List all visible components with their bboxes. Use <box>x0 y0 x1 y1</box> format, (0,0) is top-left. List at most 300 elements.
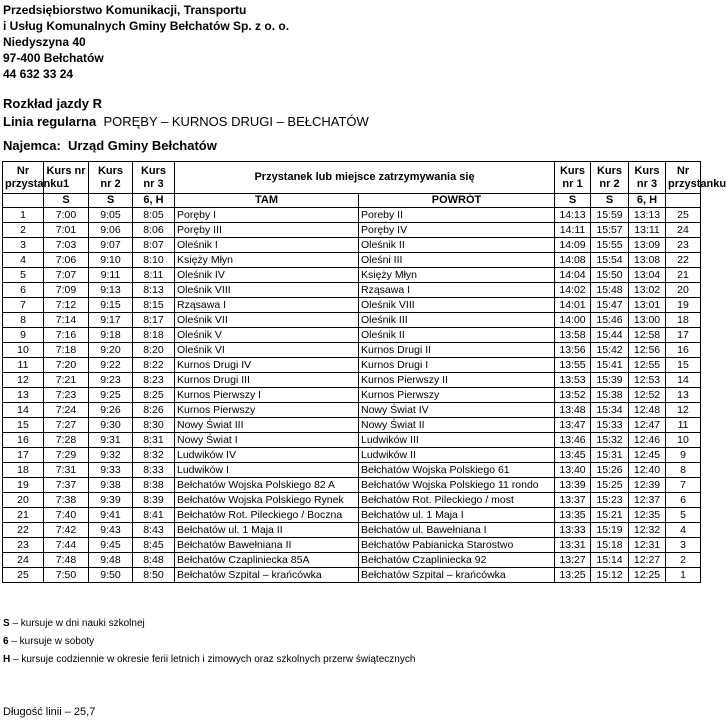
return-kurs-3-time: 12:46 <box>629 433 666 448</box>
kurs-2-time: 9:39 <box>89 493 133 508</box>
return-kurs-1-time: 13:33 <box>555 523 591 538</box>
stop-name-powrot: Nowy Świat II <box>359 418 555 433</box>
stop-number: 14 <box>3 403 44 418</box>
kurs-3-time: 8:30 <box>133 418 175 433</box>
company-name-line1: Przedsiębiorstwo Komunikacji, Transportu <box>3 3 247 17</box>
kurs-1-time: 7:42 <box>44 523 89 538</box>
return-kurs-2-time: 15:46 <box>591 313 629 328</box>
stop-number: 12 <box>3 373 44 388</box>
return-kurs-2-time: 15:44 <box>591 328 629 343</box>
stop-number: 3 <box>3 238 44 253</box>
line-label: Linia regularna <box>3 114 97 129</box>
stop-number: 18 <box>3 463 44 478</box>
kurs-3-time: 8:48 <box>133 553 175 568</box>
return-stop-number: 10 <box>666 433 701 448</box>
return-kurs-1-time: 13:46 <box>555 433 591 448</box>
col-kurs-3: Kurs nr 3 <box>133 162 175 194</box>
return-stop-number: 14 <box>666 373 701 388</box>
return-kurs-1-time: 13:48 <box>555 403 591 418</box>
col-return-kurs-2: Kurs nr 2 <box>591 162 629 194</box>
return-kurs-2-time: 15:54 <box>591 253 629 268</box>
kurs-2-time: 9:50 <box>89 568 133 583</box>
stop-name-tam: Bełchatów Wojska Polskiego 82 A <box>175 478 359 493</box>
col-kurs-1: Kurs nr 1 <box>44 162 89 194</box>
stop-number: 10 <box>3 343 44 358</box>
kurs-1-time: 7:00 <box>44 208 89 223</box>
return-kurs-2-time: 15:21 <box>591 508 629 523</box>
stop-name-powrot: Bełchatów Pabianicka Starostwo <box>359 538 555 553</box>
kurs-1-time: 7:44 <box>44 538 89 553</box>
kurs-3-time: 8:33 <box>133 463 175 478</box>
company-phone: 44 632 33 24 <box>3 67 74 81</box>
sub-kurs-1: S <box>44 194 89 208</box>
stop-name-tam: Oleśnik V <box>175 328 359 343</box>
stop-name-tam: Bełchatów Rot. Pileckiego / Boczna <box>175 508 359 523</box>
kurs-2-time: 9:33 <box>89 463 133 478</box>
table-row <box>3 328 701 343</box>
kurs-3-time: 8:26 <box>133 403 175 418</box>
return-stop-number: 15 <box>666 358 701 373</box>
return-kurs-3-time: 12:47 <box>629 418 666 433</box>
legend-code: H <box>3 654 11 665</box>
table-row <box>3 208 701 223</box>
return-kurs-3-time: 12:55 <box>629 358 666 373</box>
kurs-3-time: 8:17 <box>133 313 175 328</box>
legend-code: S <box>3 618 10 629</box>
kurs-2-time: 9:45 <box>89 538 133 553</box>
return-stop-number: 11 <box>666 418 701 433</box>
return-kurs-2-time: 15:25 <box>591 478 629 493</box>
kurs-3-time: 8:18 <box>133 328 175 343</box>
stop-name-powrot: Oleśnik II <box>359 328 555 343</box>
kurs-2-time: 9:07 <box>89 238 133 253</box>
table-row <box>3 313 701 328</box>
return-kurs-2-time: 15:12 <box>591 568 629 583</box>
kurs-1-time: 7:40 <box>44 508 89 523</box>
table-row <box>3 508 701 523</box>
return-kurs-2-time: 15:33 <box>591 418 629 433</box>
legend-item-h <box>3 653 415 667</box>
return-kurs-2-time: 15:31 <box>591 448 629 463</box>
stop-name-powrot: Kurnos Pierwszy <box>359 388 555 403</box>
col-return-kurs-3: Kurs nr 3 <box>629 162 666 194</box>
kurs-1-time: 7:38 <box>44 493 89 508</box>
stop-name-powrot: Kurnos Drugi II <box>359 343 555 358</box>
kurs-3-time: 8:07 <box>133 238 175 253</box>
stop-name-tam: Kurnos Pierwszy I <box>175 388 359 403</box>
kurs-1-time: 7:21 <box>44 373 89 388</box>
return-kurs-3-time: 12:35 <box>629 508 666 523</box>
kurs-1-time: 7:31 <box>44 463 89 478</box>
stop-name-powrot: Ludwików III <box>359 433 555 448</box>
stop-name-tam: Bełchatów ul. 1 Maja II <box>175 523 359 538</box>
stop-name-powrot: Bełchatów Wojska Polskiego 61 <box>359 463 555 478</box>
kurs-2-time: 9:30 <box>89 418 133 433</box>
stop-number: 7 <box>3 298 44 313</box>
legend-text: – kursuje codziennie w okresie ferii letnich i zimowych oraz szkolnych przerw świątecznych <box>10 654 416 665</box>
kurs-3-time: 8:20 <box>133 343 175 358</box>
stop-name-tam: Oleśnik IV <box>175 268 359 283</box>
stop-name-powrot: Oleśnik II <box>359 238 555 253</box>
col-return-kurs-1: Kurs nr 1 <box>555 162 591 194</box>
kurs-2-time: 9:10 <box>89 253 133 268</box>
table-row <box>3 358 701 373</box>
return-stop-number: 5 <box>666 508 701 523</box>
col-kurs-2: Kurs nr 2 <box>89 162 133 194</box>
col-stop-number: Nr przystanku <box>3 162 44 194</box>
stop-number: 5 <box>3 268 44 283</box>
subheader-row <box>3 194 701 208</box>
return-kurs-2-time: 15:18 <box>591 538 629 553</box>
stop-name-powrot: Rząsawa I <box>359 283 555 298</box>
sub-kurs-3: 6, H <box>133 194 175 208</box>
table-row <box>3 298 701 313</box>
return-stop-number: 18 <box>666 313 701 328</box>
stop-name-powrot: Bełchatów ul. 1 Maja I <box>359 508 555 523</box>
return-kurs-3-time: 12:45 <box>629 448 666 463</box>
kurs-2-time: 9:25 <box>89 388 133 403</box>
stop-name-tam: Kurnos Drugi IV <box>175 358 359 373</box>
kurs-3-time: 8:25 <box>133 388 175 403</box>
kurs-2-time: 9:13 <box>89 283 133 298</box>
return-kurs-1-time: 13:37 <box>555 493 591 508</box>
kurs-2-time: 9:32 <box>89 448 133 463</box>
kurs-1-time: 7:37 <box>44 478 89 493</box>
stop-name-tam: Kurnos Drugi III <box>175 373 359 388</box>
kurs-2-time: 9:38 <box>89 478 133 493</box>
stop-number: 8 <box>3 313 44 328</box>
return-kurs-1-time: 13:40 <box>555 463 591 478</box>
stop-name-tam: Nowy Świat III <box>175 418 359 433</box>
stop-number: 24 <box>3 553 44 568</box>
return-kurs-3-time: 13:11 <box>629 223 666 238</box>
stop-name-tam: Poręby III <box>175 223 359 238</box>
stop-name-tam: Ludwików I <box>175 463 359 478</box>
stop-name-tam: Bełchatów Szpital – krańcówka <box>175 568 359 583</box>
table-row <box>3 448 701 463</box>
return-kurs-2-time: 15:57 <box>591 223 629 238</box>
kurs-1-time: 7:18 <box>44 343 89 358</box>
kurs-2-time: 9:43 <box>89 523 133 538</box>
return-kurs-2-time: 15:32 <box>591 433 629 448</box>
return-kurs-3-time: 12:53 <box>629 373 666 388</box>
return-kurs-3-time: 12:31 <box>629 538 666 553</box>
stop-number: 25 <box>3 568 44 583</box>
return-kurs-1-time: 13:53 <box>555 373 591 388</box>
return-kurs-1-time: 13:52 <box>555 388 591 403</box>
return-kurs-1-time: 14:00 <box>555 313 591 328</box>
company-name-line2: i Usług Komunalnych Gminy Bełchatów Sp. z o. o. <box>3 19 290 33</box>
kurs-1-time: 7:28 <box>44 433 89 448</box>
stop-name-powrot: Oleśni III <box>359 253 555 268</box>
return-kurs-3-time: 12:52 <box>629 388 666 403</box>
kurs-2-time: 9:05 <box>89 208 133 223</box>
return-kurs-1-time: 13:31 <box>555 538 591 553</box>
stop-name-tam: Rząsawa I <box>175 298 359 313</box>
stop-number: 11 <box>3 358 44 373</box>
stop-name-tam: Bełchatów Bawełniana II <box>175 538 359 553</box>
return-kurs-3-time: 12:37 <box>629 493 666 508</box>
kurs-2-time: 9:48 <box>89 553 133 568</box>
stop-number: 19 <box>3 478 44 493</box>
return-stop-number: 19 <box>666 298 701 313</box>
schedule-title: Rozkład jazdy R <box>3 96 102 111</box>
contractor-label: Najemca: <box>3 138 61 153</box>
return-kurs-2-time: 15:34 <box>591 403 629 418</box>
return-kurs-1-time: 13:58 <box>555 328 591 343</box>
kurs-2-time: 9:11 <box>89 268 133 283</box>
table-row <box>3 343 701 358</box>
return-kurs-2-time: 15:50 <box>591 268 629 283</box>
kurs-3-time: 8:13 <box>133 283 175 298</box>
col-return-stop-number: Nr przystanku <box>666 162 701 194</box>
kurs-3-time: 8:11 <box>133 268 175 283</box>
sub-return-kurs-3: 6, H <box>629 194 666 208</box>
stop-name-tam: Oleśnik VI <box>175 343 359 358</box>
sub-powrot: POWRÓT <box>359 194 555 208</box>
stop-name-powrot: Poreby II <box>359 208 555 223</box>
line-length: Długość linii – 25,7 <box>3 706 96 718</box>
stop-name-tam: Oleśnik VII <box>175 313 359 328</box>
table-row <box>3 268 701 283</box>
kurs-3-time: 8:31 <box>133 433 175 448</box>
kurs-3-time: 8:50 <box>133 568 175 583</box>
return-stop-number: 1 <box>666 568 701 583</box>
table-row <box>3 238 701 253</box>
return-kurs-2-time: 15:41 <box>591 358 629 373</box>
table-row <box>3 463 701 478</box>
return-stop-number: 12 <box>666 403 701 418</box>
kurs-2-time: 9:15 <box>89 298 133 313</box>
kurs-2-time: 9:23 <box>89 373 133 388</box>
return-kurs-1-time: 13:55 <box>555 358 591 373</box>
return-kurs-2-time: 15:23 <box>591 493 629 508</box>
kurs-1-time: 7:50 <box>44 568 89 583</box>
sub-blank-right <box>666 194 701 208</box>
line-name: PORĘBY – KURNOS DRUGI – BEŁCHATÓW <box>103 114 369 129</box>
stop-name-powrot: Bełchatów Czapliniecka 92 <box>359 553 555 568</box>
stop-number: 23 <box>3 538 44 553</box>
table-row <box>3 523 701 538</box>
table-row <box>3 253 701 268</box>
return-kurs-1-time: 14:02 <box>555 283 591 298</box>
kurs-2-time: 9:31 <box>89 433 133 448</box>
stop-name-powrot: Bełchatów Szpital – krańcówka <box>359 568 555 583</box>
legend-item-6 <box>3 635 94 649</box>
table-row <box>3 403 701 418</box>
return-kurs-1-time: 13:45 <box>555 448 591 463</box>
table-row <box>3 538 701 553</box>
return-stop-number: 4 <box>666 523 701 538</box>
kurs-1-time: 7:09 <box>44 283 89 298</box>
kurs-2-time: 9:17 <box>89 313 133 328</box>
kurs-3-time: 8:32 <box>133 448 175 463</box>
kurs-1-time: 7:16 <box>44 328 89 343</box>
kurs-3-time: 8:15 <box>133 298 175 313</box>
stop-name-powrot: Bełchatów Rot. Pileckiego / most <box>359 493 555 508</box>
table-row <box>3 433 701 448</box>
return-kurs-1-time: 14:09 <box>555 238 591 253</box>
return-kurs-3-time: 13:13 <box>629 208 666 223</box>
return-kurs-2-time: 15:59 <box>591 208 629 223</box>
kurs-1-time: 7:07 <box>44 268 89 283</box>
sub-return-kurs-1: S <box>555 194 591 208</box>
kurs-1-time: 7:14 <box>44 313 89 328</box>
return-stop-number: 7 <box>666 478 701 493</box>
kurs-1-time: 7:06 <box>44 253 89 268</box>
stop-name-powrot: Bełchatów ul. Bawełniana I <box>359 523 555 538</box>
return-kurs-3-time: 12:40 <box>629 463 666 478</box>
kurs-3-time: 8:22 <box>133 358 175 373</box>
contractor-name: Urząd Gminy Bełchatów <box>68 138 217 153</box>
sub-tam: TAM <box>175 194 359 208</box>
return-kurs-3-time: 12:25 <box>629 568 666 583</box>
stop-name-powrot: Nowy Świat IV <box>359 403 555 418</box>
table-row <box>3 568 701 583</box>
stop-name-tam: Ludwików IV <box>175 448 359 463</box>
stop-number: 13 <box>3 388 44 403</box>
return-kurs-2-time: 15:39 <box>591 373 629 388</box>
return-kurs-3-time: 12:48 <box>629 403 666 418</box>
stop-name-tam: Bełchatów Wojska Polskiego Rynek <box>175 493 359 508</box>
stop-name-powrot: Kurnos Pierwszy II <box>359 373 555 388</box>
stop-number: 21 <box>3 508 44 523</box>
return-stop-number: 8 <box>666 463 701 478</box>
stop-name-powrot: Bełchatów Wojska Polskiego 11 rondo <box>359 478 555 493</box>
return-kurs-2-time: 15:19 <box>591 523 629 538</box>
sub-kurs-2: S <box>89 194 133 208</box>
company-postal: 97-400 Bełchatów <box>3 51 104 65</box>
stop-number: 9 <box>3 328 44 343</box>
stop-number: 16 <box>3 433 44 448</box>
stop-name-tam: Nowy Świat I <box>175 433 359 448</box>
return-kurs-3-time: 12:32 <box>629 523 666 538</box>
kurs-3-time: 8:38 <box>133 478 175 493</box>
contractor <box>3 138 217 154</box>
stop-number: 20 <box>3 493 44 508</box>
stop-name-tam: Kurnos Pierwszy <box>175 403 359 418</box>
return-kurs-1-time: 14:08 <box>555 253 591 268</box>
return-kurs-3-time: 13:08 <box>629 253 666 268</box>
table-row <box>3 373 701 388</box>
company-street: Niedyszyna 40 <box>3 35 86 49</box>
stop-number: 4 <box>3 253 44 268</box>
table-row <box>3 553 701 568</box>
col-stop-name: Przystanek lub miejsce zatrzymywania się <box>175 162 555 194</box>
legend-text: – kursuje w soboty <box>8 636 95 647</box>
table-row <box>3 478 701 493</box>
legend-text: – kursuje w dni nauki szkolnej <box>9 618 145 629</box>
return-stop-number: 13 <box>666 388 701 403</box>
table-row <box>3 283 701 298</box>
kurs-1-time: 7:12 <box>44 298 89 313</box>
return-kurs-1-time: 13:27 <box>555 553 591 568</box>
return-kurs-1-time: 14:04 <box>555 268 591 283</box>
legend-item-s <box>3 617 145 631</box>
timetable-body <box>3 208 701 583</box>
table-row <box>3 418 701 433</box>
kurs-1-time: 7:27 <box>44 418 89 433</box>
return-stop-number: 3 <box>666 538 701 553</box>
header-row <box>3 162 701 194</box>
return-stop-number: 21 <box>666 268 701 283</box>
return-kurs-3-time: 13:01 <box>629 298 666 313</box>
sub-blank-left <box>3 194 44 208</box>
stop-number: 6 <box>3 283 44 298</box>
return-kurs-3-time: 13:04 <box>629 268 666 283</box>
stop-name-tam: Bełchatów Czapliniecka 85A <box>175 553 359 568</box>
return-kurs-3-time: 13:00 <box>629 313 666 328</box>
return-kurs-2-time: 15:38 <box>591 388 629 403</box>
return-kurs-1-time: 13:35 <box>555 508 591 523</box>
stop-name-tam: Oleśnik VIII <box>175 283 359 298</box>
stop-name-powrot: Księży Młyn <box>359 268 555 283</box>
return-kurs-1-time: 14:11 <box>555 223 591 238</box>
kurs-3-time: 8:41 <box>133 508 175 523</box>
return-stop-number: 23 <box>666 238 701 253</box>
stop-name-powrot: Oleśnik VIII <box>359 298 555 313</box>
kurs-1-time: 7:20 <box>44 358 89 373</box>
sub-return-kurs-2: S <box>591 194 629 208</box>
kurs-2-time: 9:41 <box>89 508 133 523</box>
kurs-2-time: 9:18 <box>89 328 133 343</box>
kurs-1-time: 7:48 <box>44 553 89 568</box>
kurs-1-time: 7:23 <box>44 388 89 403</box>
return-stop-number: 22 <box>666 253 701 268</box>
return-stop-number: 6 <box>666 493 701 508</box>
kurs-1-time: 7:24 <box>44 403 89 418</box>
return-kurs-1-time: 13:39 <box>555 478 591 493</box>
kurs-3-time: 8:45 <box>133 538 175 553</box>
kurs-2-time: 9:26 <box>89 403 133 418</box>
return-kurs-1-time: 13:25 <box>555 568 591 583</box>
stop-name-powrot: Ludwików II <box>359 448 555 463</box>
return-kurs-2-time: 15:48 <box>591 283 629 298</box>
return-kurs-1-time: 13:47 <box>555 418 591 433</box>
kurs-2-time: 9:06 <box>89 223 133 238</box>
return-kurs-1-time: 14:01 <box>555 298 591 313</box>
return-kurs-2-time: 15:26 <box>591 463 629 478</box>
return-stop-number: 20 <box>666 283 701 298</box>
return-kurs-3-time: 12:58 <box>629 328 666 343</box>
return-kurs-2-time: 15:14 <box>591 553 629 568</box>
kurs-3-time: 8:39 <box>133 493 175 508</box>
stop-name-tam: Księży Młyn <box>175 253 359 268</box>
kurs-2-time: 9:22 <box>89 358 133 373</box>
return-stop-number: 17 <box>666 328 701 343</box>
kurs-3-time: 8:06 <box>133 223 175 238</box>
kurs-3-time: 8:05 <box>133 208 175 223</box>
stop-name-tam: Oleśnik I <box>175 238 359 253</box>
kurs-3-time: 8:43 <box>133 523 175 538</box>
return-stop-number: 9 <box>666 448 701 463</box>
return-kurs-2-time: 15:42 <box>591 343 629 358</box>
stop-number: 1 <box>3 208 44 223</box>
stop-number: 17 <box>3 448 44 463</box>
return-kurs-3-time: 13:02 <box>629 283 666 298</box>
return-kurs-3-time: 12:56 <box>629 343 666 358</box>
return-kurs-1-time: 14:13 <box>555 208 591 223</box>
return-stop-number: 16 <box>666 343 701 358</box>
timetable <box>2 161 726 583</box>
stop-number: 22 <box>3 523 44 538</box>
return-stop-number: 24 <box>666 223 701 238</box>
kurs-1-time: 7:29 <box>44 448 89 463</box>
kurs-1-time: 7:01 <box>44 223 89 238</box>
return-kurs-3-time: 12:39 <box>629 478 666 493</box>
table-row <box>3 388 701 403</box>
kurs-3-time: 8:23 <box>133 373 175 388</box>
